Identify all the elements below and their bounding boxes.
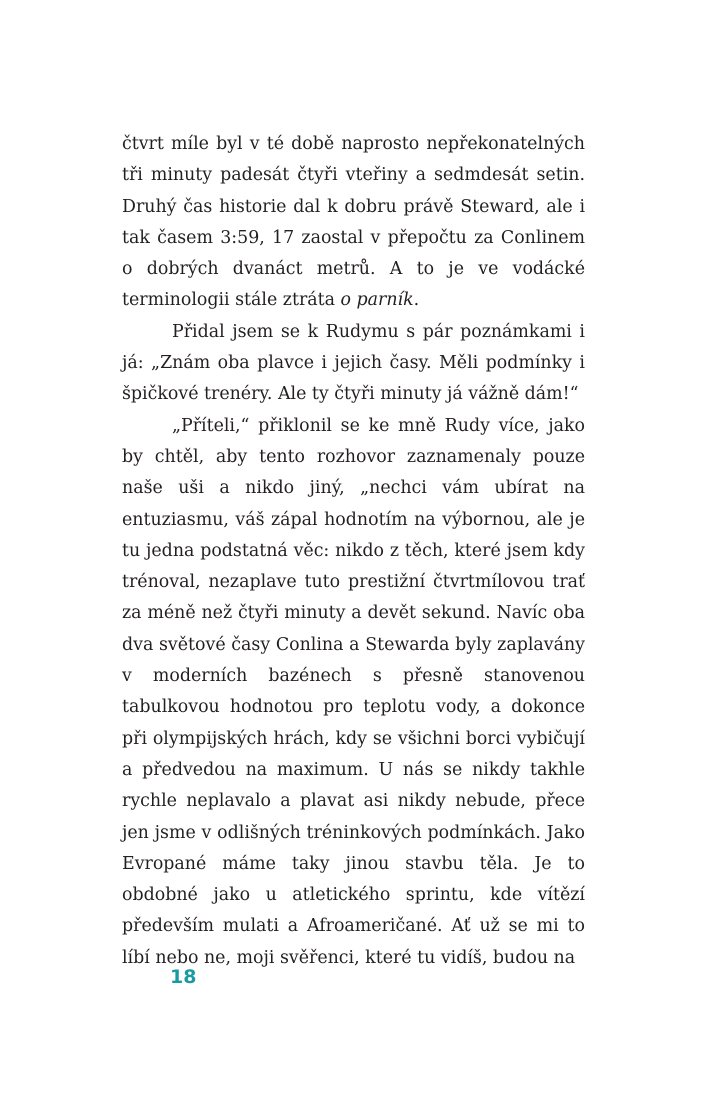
paragraph-3: „Příteli,“ přiklonil se ke mně Rudy více, jako by chtěl, aby tento rozhovor zaznamenaly pouze naše uši a nikdo jiný, „nechci vám ubírat na entuziasmu, váš zápal hodnotím na výbornou, ale je tu jedna podstatná věc: nikdo z těch, které jsem kdy trénoval, nezaplave tuto prestižní čtvrtmílovou trať za méně než čtyři minuty a devět sekund. Navíc oba dva světové časy Conlina a Stewarda byly zaplavány v moderních bazénech s přesně stanovenou tabulkovou hodnotou pro teplotu vody, a dokonce při olympijských hrách, kdy se všichni borci vybičují a předvedou na maximum. U nás se nikdy takhle rychle neplavalo a plavat asi nikdy nebude, přece jen jsme v odlišných tréninkových podmínkách. Jako Evropané máme taky jinou stavbu těla. Je to obdobné jako u atletického sprintu, kde vítězí především mulati a Afroameričané. Ať už se mi to líbí nebo ne, moji svěřenci, které tu vidíš, budou na (122, 415, 585, 968)
paragraph-2: Přidal jsem se k Rudymu s pár poznámkami i já: „Znám oba plavce i jejich časy. Měli podmínky i špičkové trenéry. Ale ty čtyři minuty já vážně dám!“ (122, 321, 585, 405)
body-text (122, 129, 585, 974)
page-number: 18 (170, 966, 197, 988)
paragraph-1-text: čtvrt míle byl v té době naprosto nepřekonatelných tři minuty padesát čtyři vteřiny a sedmdesát setin. Druhý čas historie dal k dobru právě Steward, ale i tak časem 3:59, 17 zaostal v přepočtu za Conlinem o dobrých dvanáct metrů. A to je ve vodácké terminologii stále ztráta (122, 134, 585, 311)
paragraph-1-end: . (413, 290, 420, 311)
paragraph-1 (122, 129, 585, 317)
italic-phrase: o parník (340, 290, 414, 311)
